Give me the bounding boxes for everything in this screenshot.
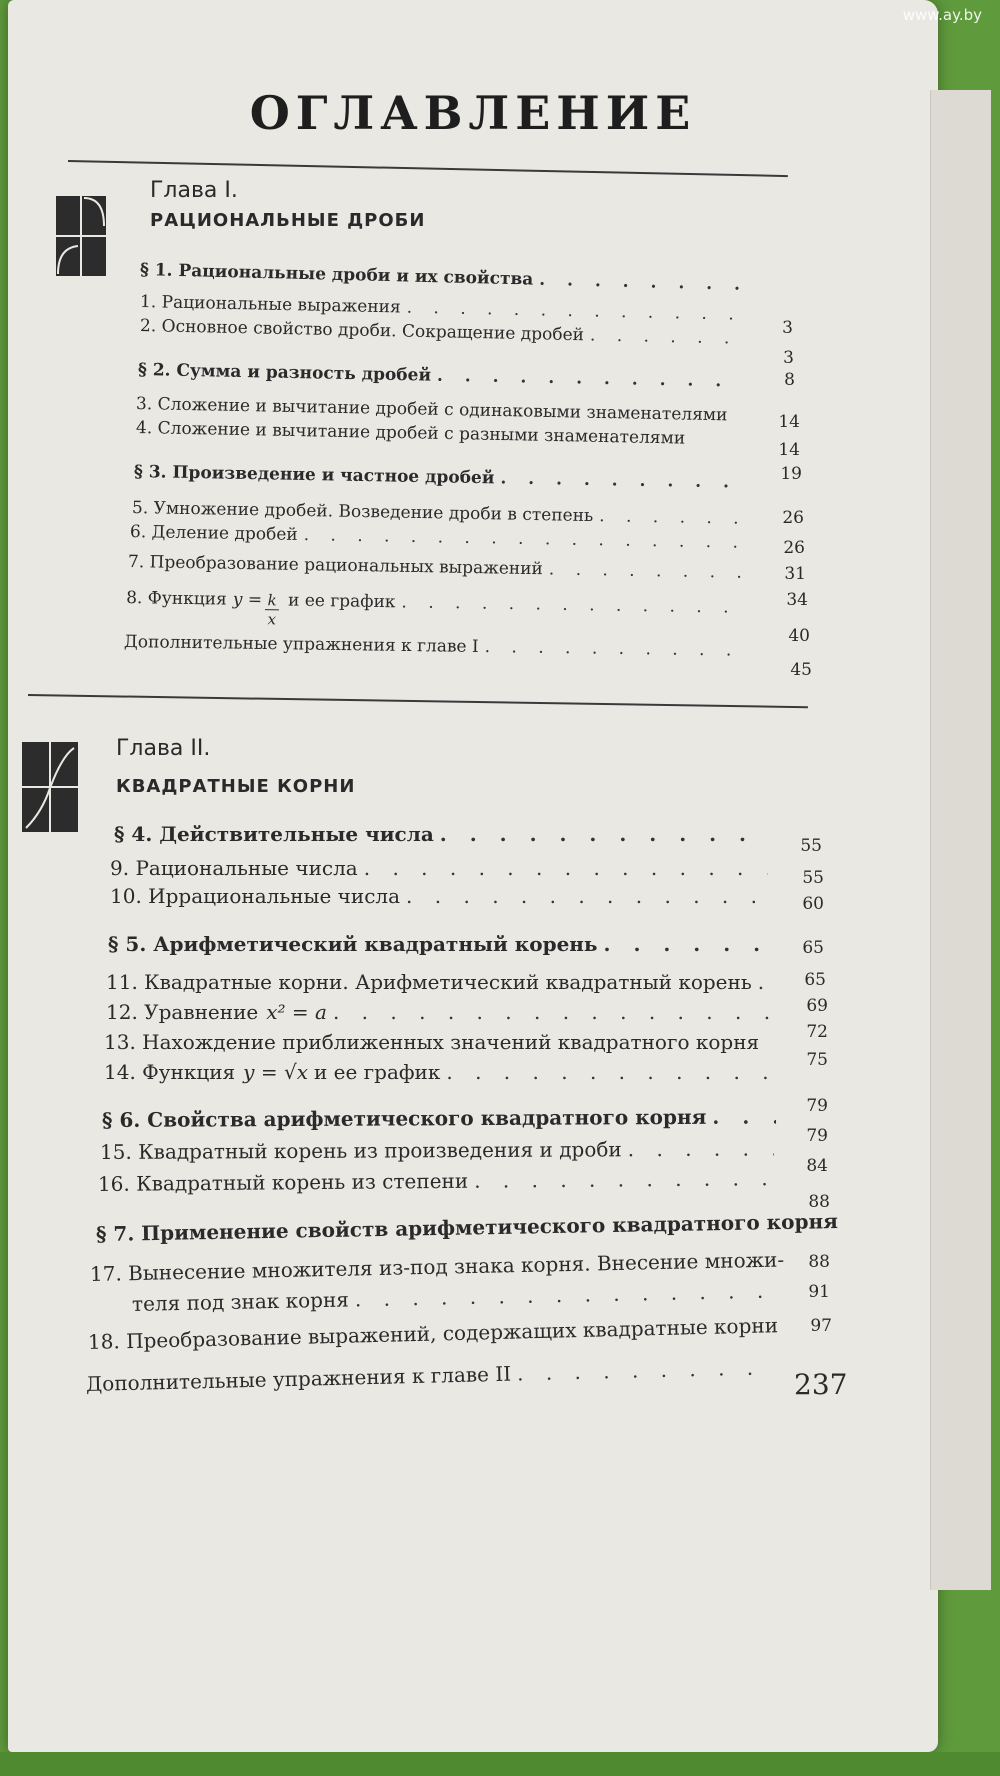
chapter-1-title: РАЦИОНАЛЬНЫЕ ДРОБИ	[150, 210, 426, 231]
page-num: 26	[783, 538, 805, 558]
leader-dots	[758, 970, 780, 994]
page-num: 14	[778, 440, 800, 460]
page-num: 79	[806, 1096, 828, 1116]
leader-dots	[446, 1060, 770, 1084]
chapter-2-emblem	[22, 742, 78, 832]
page-num: 3	[782, 318, 793, 338]
toc-item-3: 3. Сложение и вычитание дробей с одинаковыми знаменателями	[135, 394, 728, 426]
leader-dots	[304, 525, 750, 553]
toc-item-2: 2. Основное свойство дроби. Сокращение дробей . . .	[140, 316, 750, 349]
page-num: 40	[788, 626, 810, 646]
chapter-2-title: КВАДРАТНЫЕ КОРНИ	[116, 776, 356, 797]
book-page	[8, 0, 938, 1752]
leader-dots	[364, 856, 768, 880]
leader-dots	[549, 559, 750, 583]
page-num: 45	[790, 660, 812, 680]
title-rule	[68, 160, 788, 177]
page-num: 8	[784, 370, 795, 390]
chapter-divider	[28, 694, 808, 708]
toc-item-10: 10. Иррациональные числа . . .	[110, 884, 774, 908]
toc-item-14: 14. Функция y = √x и ее график . . .	[104, 1060, 776, 1084]
leader-dots	[590, 325, 744, 348]
formula-x-squared: x² = a	[266, 1000, 327, 1024]
page-num: 97	[810, 1316, 832, 1336]
chapter-2-emblem-icon	[22, 742, 78, 832]
page-num: 55	[802, 868, 824, 888]
toc-item-17-cont: теля под знак корня . . .	[132, 1278, 782, 1316]
chapter-2-label: Глава II.	[116, 736, 211, 761]
formula-sqrt-x: y = √x	[243, 1060, 308, 1084]
page-num: 75	[806, 1050, 828, 1070]
chapter-1-emblem-icon	[56, 196, 106, 276]
page-num: 72	[806, 1022, 828, 1042]
page-num: 55	[800, 836, 822, 856]
toc-item-17: 17. Вынесение множителя из-под знака корня. Внесение множи-	[89, 1247, 785, 1286]
page-num: 69	[806, 996, 828, 1016]
toc-item-15: 15. Квадратный корень из произведения и дроби . . .	[100, 1136, 780, 1164]
toc-item-8: 8. Функция y = $\frac{k}{x}$ и ее график . . .	[126, 588, 757, 636]
fraction-k-over-x: $\frac{k}{x}$	[265, 591, 280, 628]
leader-dots	[599, 506, 751, 529]
page-num: 65	[804, 970, 826, 990]
chapter-1-emblem	[56, 196, 106, 276]
toc-item-13: 13. Нахождение приближенных значений квадратного корня	[104, 1030, 760, 1054]
leader-dots	[604, 932, 768, 956]
section-2: § 2. Сумма и разность дробей . . .	[138, 360, 748, 392]
toc-item-6: 6. Деление дробей . . .	[130, 522, 755, 553]
leader-dots	[712, 1104, 776, 1128]
section-1: § 1. Рациональные дроби и их свойства . . .	[140, 260, 750, 295]
page-num: 84	[806, 1156, 828, 1176]
section-4: § 4. Действительные числа . . .	[114, 822, 774, 846]
toc-item-5: 5. Умножение дробей. Возведение дроби в степень . . .	[132, 498, 757, 529]
toc-item-11: 11. Квадратные корни. Арифметический квадратный корень . . .	[106, 970, 786, 994]
page-num: 60	[802, 894, 824, 914]
leader-dots	[539, 270, 744, 295]
watermark: www.ay.by	[902, 6, 982, 24]
leader-dots	[485, 637, 753, 661]
leader-dots	[500, 468, 748, 492]
section-6: § 6. Свойства арифметического квадратного корня . . .	[102, 1104, 782, 1132]
page-num: 19	[780, 464, 802, 484]
leader-dots	[437, 366, 742, 392]
leader-dots	[406, 884, 768, 908]
page-edge	[930, 90, 991, 1590]
toc-item-1: 1. Рациональные выражения . . .	[140, 292, 750, 325]
section-3: § 3. Произведение и частное дробей . . .	[134, 462, 754, 493]
leader-dots	[517, 1355, 770, 1385]
page-num: 91	[808, 1282, 830, 1302]
toc-extra-2: Дополнительные упражнения к главе II . . .	[86, 1355, 776, 1396]
toc-item-4: 4. Сложение и вычитание дробей с разными знаменателями	[135, 418, 686, 449]
page-num: 14	[778, 412, 800, 432]
page-num: 65	[802, 938, 824, 958]
toc-extra-1: Дополнительные упражнения к главе I . . .	[124, 632, 758, 661]
leader-dots	[333, 1000, 770, 1024]
toc-item-18: 18. Преобразование выражений, содержащих квадратные корни	[87, 1313, 779, 1354]
leader-dots	[406, 298, 744, 325]
section-5: § 5. Арифметический квадратный корень . . .	[108, 932, 774, 956]
page-num: 3	[783, 348, 794, 368]
page-num: 88	[808, 1252, 830, 1272]
background-surface	[0, 1752, 1000, 1776]
toc-item-9: 9. Рациональные числа . . .	[110, 856, 774, 880]
chapter-1-label: Глава I.	[150, 178, 238, 203]
leader-dots	[355, 1279, 776, 1312]
page-num: 88	[808, 1192, 830, 1212]
toc-item-12: 12. Уравнение x² = a . . .	[106, 1000, 776, 1024]
page-title: ОГЛАВЛЕНИЕ	[249, 86, 697, 140]
page-num: 34	[786, 590, 808, 610]
page-num: 79	[806, 1126, 828, 1146]
leader-dots	[474, 1166, 772, 1193]
toc-item-16: 16. Квадратный корень из степени . . .	[98, 1166, 778, 1196]
toc-item-7: 7. Преобразование рациональных выражений . . .	[128, 552, 756, 583]
page-num: 26	[782, 508, 804, 528]
page-number: 237	[794, 1368, 848, 1401]
leader-dots	[628, 1136, 774, 1161]
page-num: 31	[784, 564, 806, 584]
leader-dots	[440, 822, 768, 846]
leader-dots	[401, 592, 750, 617]
formula-y: y =	[232, 589, 263, 611]
section-7: § 7. Применение свойств арифметического квадратного корня	[95, 1209, 839, 1246]
